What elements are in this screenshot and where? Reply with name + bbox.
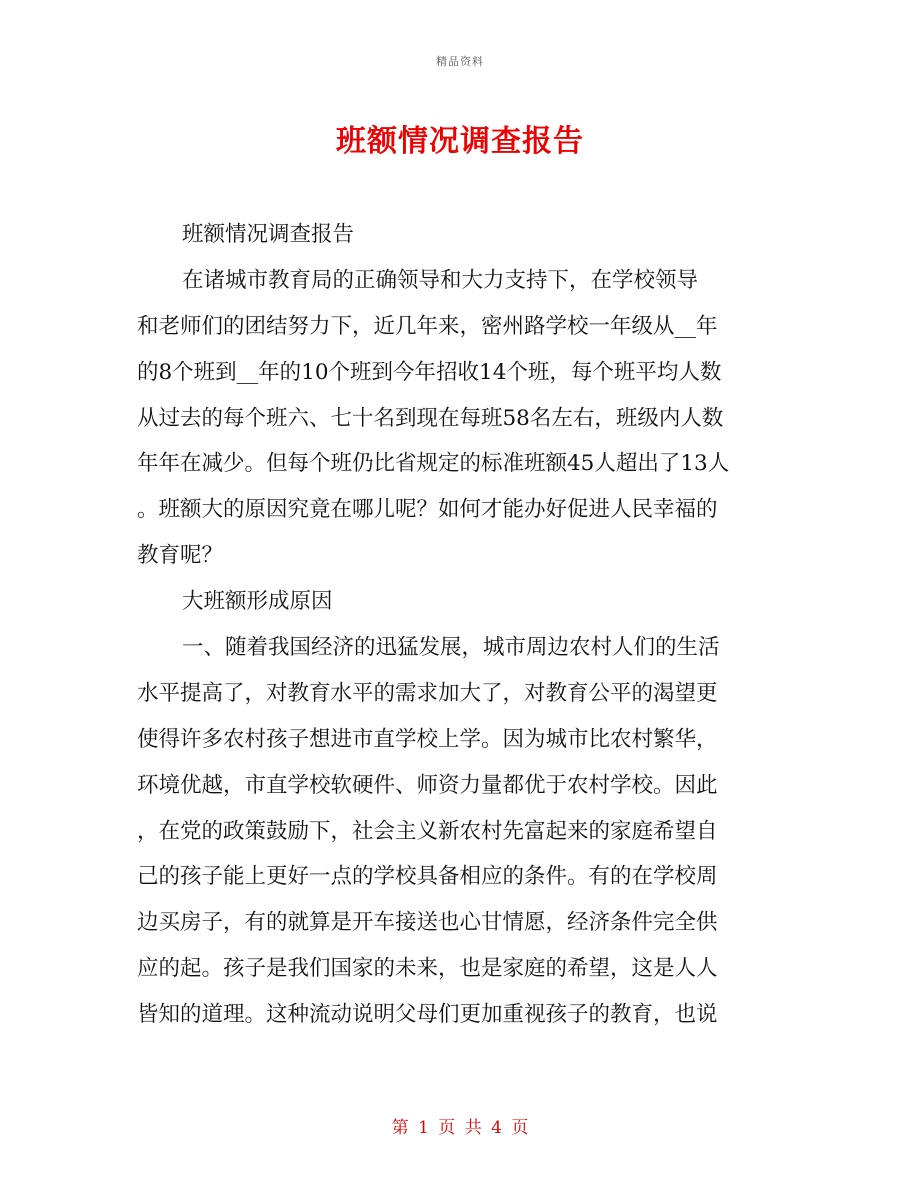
body-line: 使得许多农村孩子想进市直学校上学。因为城市比农村繁华， [137,726,718,752]
body-line: ，在党的政策鼓励下，社会主义新农村先富起来的家庭希望自 [137,818,718,844]
document-title: 班额情况调查报告 [336,124,584,159]
page-indicator: 第 1 页 共 4 页 [391,1118,529,1138]
body-line: 水平提高了，对教育水平的需求加大了，对教育公平的渴望更 [137,680,718,706]
body-line: 。班额大的原因究竟在哪儿呢？如何才能办好促进人民幸福的 [137,497,718,523]
body-line: 和老师们的团结努力下，近几年来，密州路学校一年级从__年 [137,313,718,339]
body-line: 边买房子，有的就算是开车接送也心甘情愿，经济条件完全供 [137,910,718,936]
body-line: 的8个班到__年的10个班到今年招收14个班，每个班平均人数 [137,359,722,385]
body-line: 皆知的道理。这种流动说明父母们更加重视孩子的教育，也说 [137,1002,718,1028]
header-label: 精品资料 [436,55,484,68]
document-body [137,212,797,1038]
body-line: 教育呢？ [137,543,224,569]
body-line: 环境优越，市直学校软硬件、师资力量都优于农村学校。因此 [137,772,718,798]
body-line: 应的起。孩子是我们国家的未来，也是家庭的希望，这是人人 [137,956,718,982]
body-line: 在诸城市教育局的正确领导和大力支持下，在学校领导 [182,267,699,293]
body-line: 己的孩子能上更好一点的学校具备相应的条件。有的在学校周 [137,864,718,890]
section-heading: 大班额形成原因 [182,589,333,615]
paragraph-heading: 班额情况调查报告 [182,222,355,247]
body-line: 一、随着我国经济的迅猛发展，城市周边农村人们的生活 [182,635,720,661]
body-line: 年年在减少。但每个班仍比省规定的标准班额45人超出了13人 [137,451,730,477]
body-line: 从过去的每个班六、七十名到现在每班58名左右，班级内人数 [137,405,724,431]
